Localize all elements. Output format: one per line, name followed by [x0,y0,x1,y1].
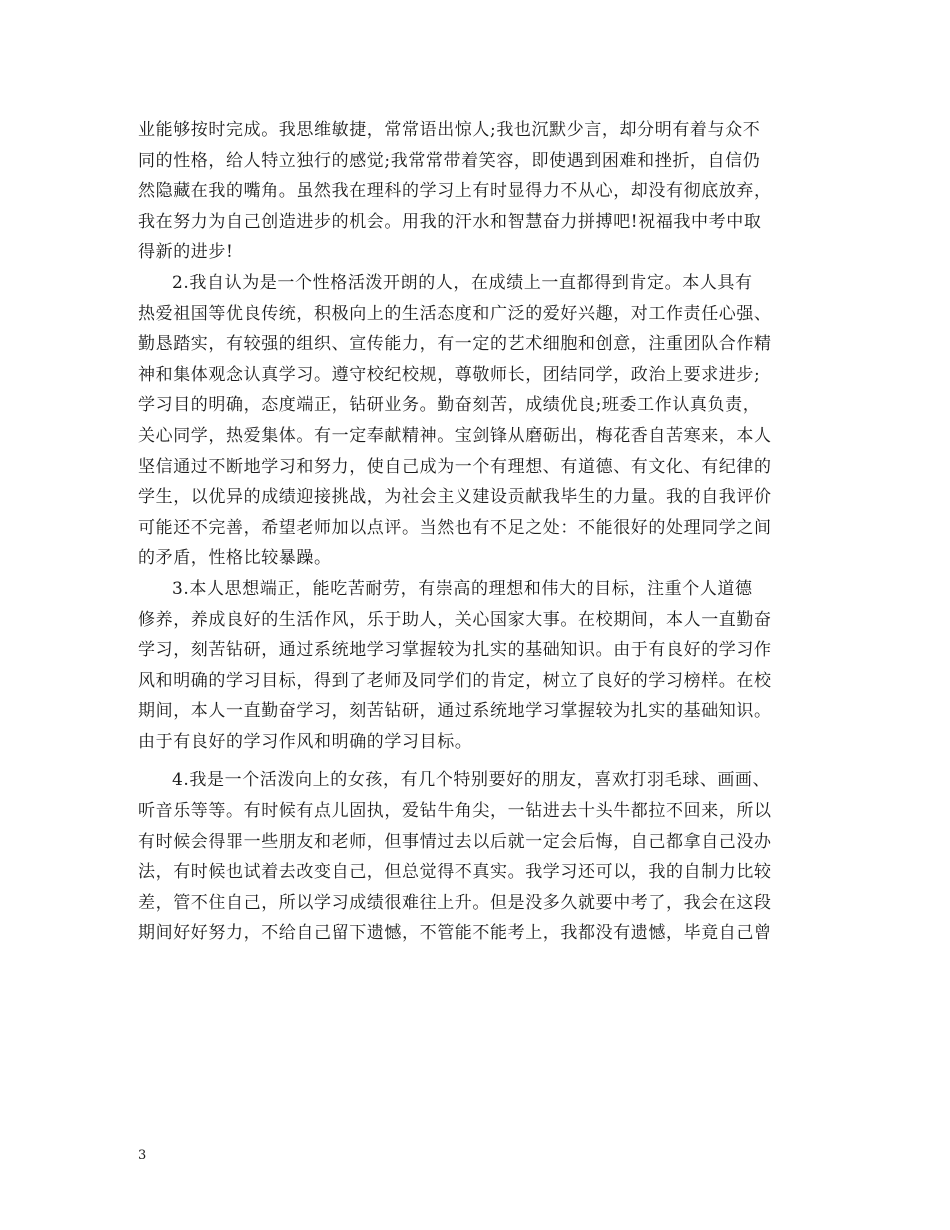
text-line: 期间，本人一直勤奋学习，刻苦钻研，通过系统地学习掌握较为扎实的基础知识。 [138,701,772,722]
text-line: 由于有良好的学习作风和明确的学习目标。 [138,731,473,752]
text-line: 然隐藏在我的嘴角。虽然我在理科的学习上有时显得力不从心，却没有彻底放弃， [138,181,772,202]
paragraph-gap [138,757,828,765]
text-line: 有时候会得罪一些朋友和老师，但事情过去以后就一定会后悔，自己都拿自己没办 [138,831,772,852]
text-line: 关心同学，热爱集体。有一定奉献精神。宝剑锋从磨砺出，梅花香自苦寒来，本人 [138,425,772,446]
text-line: 听音乐等等。有时候有点儿固执，爱钻牛角尖，一钻进去十头牛都拉不回来，所以 [138,801,772,822]
text-line: 修养，养成良好的生活作风，乐于助人，关心国家大事。在校期间，本人一直勤奋 [138,609,772,630]
text-line: 学习，刻苦钻研，通过系统地学习掌握较为扎实的基础知识。由于有良好的学习作 [138,640,772,661]
text-line: 勤恳踏实，有较强的组织、宣传能力，有一定的艺术细胞和创意，注重团队合作精 [138,334,772,355]
text-line: 的矛盾，性格比较暴躁。 [138,548,332,569]
text-line: 坚信通过不断地学习和努力，使自己成为一个有理想、有道德、有文化、有纪律的 [138,456,772,477]
paragraph-3-first-line: 3.本人思想端正，能吃苦耐劳，有崇高的理想和伟大的目标，注重个人道德 [172,578,753,599]
text-line: 同的性格，给人特立独行的感觉;我常常带着笑容，即使遇到困难和挫折，自信仍 [138,150,761,171]
text-line: 风和明确的学习目标，得到了老师及同学们的肯定，树立了良好的学习榜样。在校 [138,670,772,691]
text-line: 得新的进步! [138,242,234,263]
text-line: 差，管不住自己，所以学习成绩很难往上升。但是没多久就要中考了，我会在这段 [138,892,772,913]
paragraph-2-first-line: 2.我自认为是一个性格活泼开朗的人，在成绩上一直都得到肯定。本人具有 [172,272,753,293]
text-line: 期间好好努力，不给自己留下遗憾，不管能不能考上，我都没有遗憾，毕竟自己曾 [138,923,772,944]
text-line: 我在努力为自己创造进步的机会。用我的汗水和智慧奋力拼搏吧!祝福我中考中取 [138,211,762,232]
text-line: 业能够按时完成。我思维敏捷，常常语出惊人;我也沉默少言，却分明有着与众不 [138,120,761,140]
text-line: 学生，以优异的成绩迎接挑战，为社会主义建设贡献我毕生的力量。我的自我评价 [138,487,772,508]
text-line: 神和集体观念认真学习。遵守校纪校规，尊敬师长，团结同学，政治上要求进步; [138,364,761,385]
paragraph-4-first-line: 4.我是一个活泼向上的女孩，有几个特别要好的朋友，喜欢打羽毛球、画画、 [172,770,771,791]
text-line: 可能还不完善，希望老师加以点评。当然也有不足之处：不能很好的处理同学之间 [138,517,772,538]
text-line: 学习目的明确，态度端正，钻研业务。勤奋刻苦，成绩优良;班委工作认真负责， [138,395,761,416]
page-number: 3 [138,1148,147,1163]
text-line: 法，有时候也试着去改变自己，但总觉得不真实。我学习还可以，我的自制力比较 [138,862,772,883]
text-line: 热爱祖国等优良传统，积极向上的生活态度和广泛的爱好兴趣，对工作责任心强、 [138,303,772,324]
body-text [138,115,828,949]
